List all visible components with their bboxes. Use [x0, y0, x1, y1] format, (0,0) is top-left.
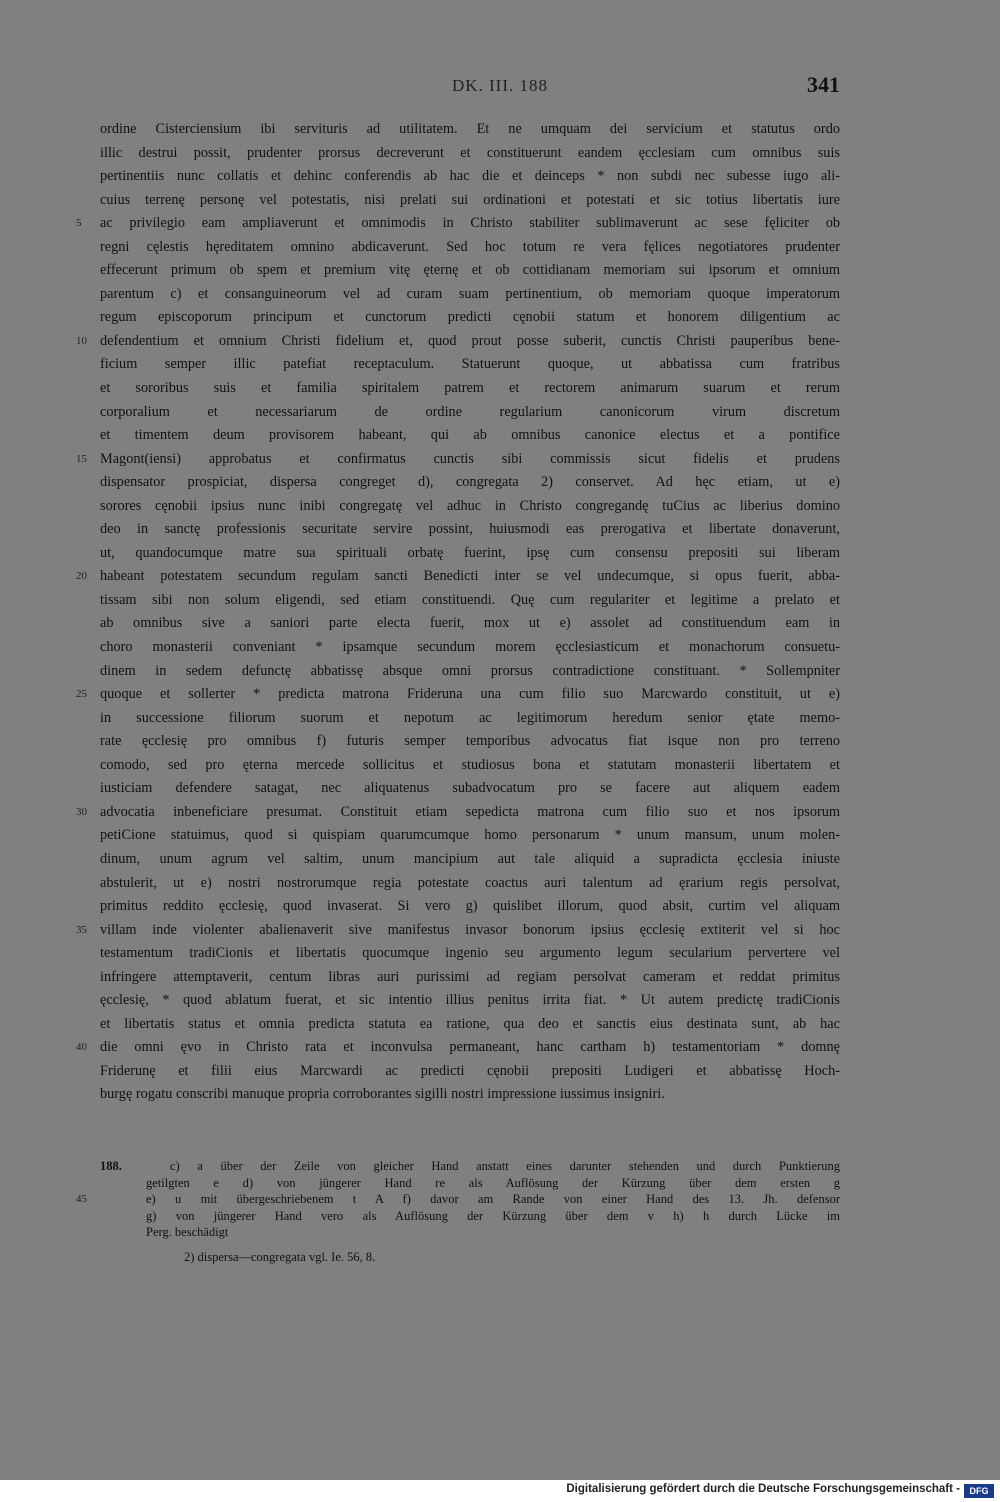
line-number: 10 [76, 334, 87, 347]
text-line: deo in sanctę professionis securitate servire possint, huiusmodi eas prerogativa et libertate donaverunt, [100, 521, 840, 538]
document-body [100, 118, 840, 1107]
line-number: 40 [76, 1041, 87, 1054]
text-line: quoque et sollerter * predicta matrona Frideruna una cum filio suo Marcwardo constituit, ut e) [100, 686, 840, 703]
text-line: ęcclesię, * quod ablatum fuerat, et sic intentio illius penitus irrita fiat. * Ut autem predictę tradiCionis [100, 992, 840, 1009]
text-line: parentum c) et consanguineorum vel ad curam suam pertinentium, ob memoriam quoque imperatorum [100, 285, 840, 302]
running-header: DK. III. 188 [451, 76, 549, 95]
funding-text: Digitalisierung gefördert durch die Deutsche Forschungsgemeinschaft - [566, 1483, 960, 1495]
footnote-text: c) a über der Zeile von gleicher Hand anstatt eines darunter stehenden und durch Punktierung [170, 1159, 840, 1173]
line-number: 5 [76, 217, 82, 230]
footnote-line [100, 1175, 840, 1192]
footnote-line-number: 45 [76, 1193, 87, 1205]
text-line: dinem in sedem defunctę abbatissę absque omni prorsus contradictione constituant. * Sollempniter [100, 662, 840, 679]
footnote-text: g) von jüngerer Hand vero als Auflösung der Kürzung über dem v h) h durch Lücke im [146, 1208, 840, 1223]
text-line: ficium semper illic patefiat receptaculum. Statuerunt quoque, ut abbatissa cum fratribus [100, 356, 840, 373]
text-line: et sororibus suis et familia spiritalem patrem et rectorem animarum suarum et rerum [100, 380, 840, 397]
text-line: tissam sibi non solum eligendi, sed etiam constituendi. Quę cum regulariter et legitime a prelato et [100, 591, 840, 608]
page-number: 341 [807, 72, 840, 97]
text-line: habeant potestatem secundum regulam sancti Benedicti inter se vel undecumque, si opus fuerit, abba- [100, 568, 840, 585]
text-line: abstulerit, ut e) nostri nostrorumque regia potestate coactus auri talentum ad ęrarium regis persolvat, [100, 874, 840, 891]
text-line: advocatia inbeneficiare presumat. Constituit etiam sepedicta matrona cum filio suo et nos ipsorum [100, 803, 840, 820]
text-line: comodo, sed pro ęterna mercede sollicitus et studiosus bona et statutam monasterii libertatem et [100, 756, 840, 773]
text-line: infringere attemptaverit, centum libras auri purissimi ad regiam persolvat cameram et reddat primitus [100, 968, 840, 985]
text-line: illic destrui possit, prudenter prorsus decreverunt et constituerunt eandem ęcclesiam cum omnibus suis [100, 144, 840, 161]
text-line: choro monasterii conveniant * ipsamque secundum morem ęcclesiasticum et monachorum consuetu- [100, 639, 840, 656]
text-line: iusticiam defendere satagat, nec aliquatenus subadvocatum pro se facere aut aliquem eadem [100, 780, 840, 797]
source-note: 2) dispersa—congregata vgl. Ie. 56, 8. [184, 1250, 376, 1264]
text-line: et timentem deum provisorem habeant, qui ab omnibus canonice electus et a pontifice [100, 427, 840, 444]
text-line: Magont(iensi) approbatus et confirmatus cunctis sibi commissis sicut fidelis et prudens [100, 450, 840, 467]
text-line: rate ęcclesię pro omnibus f) futuris semper temporibus advocatus fiat isque non pro terreno [100, 733, 840, 750]
line-number: 15 [76, 452, 87, 465]
text-line: in successione filiorum suorum et nepotum ac legitimorum heredum senior ętate memo- [100, 709, 840, 726]
footnote-line [100, 1224, 840, 1241]
text-line: ac privilegio eam ampliaverunt et omnimodis in Christo stabiliter sublimaverunt ac sese fęliciter ob [100, 215, 840, 232]
footnote-text: Perg. beschädigt [146, 1225, 229, 1239]
text-line: ordine Cisterciensium ibi servituris ad utilitatem. Et ne umquam dei servicium et statutus ordo [100, 121, 840, 137]
footnote-line [100, 1191, 840, 1208]
text-line: burgę rogatu conscribi manuque propria corroborantes sigilli nostri impressione iussimus insigniri. [100, 1086, 665, 1103]
line-number: 20 [76, 570, 87, 583]
text-line: testamentum tradiCionis et libertatis quocumque ingenio seu argumento legum secularium pervertere vel [100, 945, 840, 962]
funding-footer [0, 1480, 1000, 1502]
text-line: dispensator prospiciat, dispersa congreget d), congregata 2) conservet. Ad hęc etiam, ut e) [100, 474, 840, 491]
text-line: petiCione statuimus, quod si quispiam quarumcumque homo personarum * unum mansum, unum molen- [100, 827, 840, 844]
text-line: cuius terrenę personę vel potestatis, nisi prelati sui ordinationi et potestati et sic totius libertatis iure [100, 191, 840, 208]
footnote-line [100, 1158, 840, 1175]
text-line: die omni ęvo in Christo rata et inconvulsa permaneant, hanc cartham h) testamentoriam * domnę [100, 1039, 840, 1056]
text-line: primitus reddito ęcclesię, quod invaserat. Si vero g) quislibet illorum, quod absit, curtim vel aliquam [100, 898, 840, 915]
dfg-logo: DFG [964, 1484, 994, 1498]
line-number: 30 [76, 805, 87, 818]
line-number: 35 [76, 923, 87, 936]
text-line: ab omnibus sive a saniori parte electa fuerit, mox ut e) assolet ad constituendum eam in [100, 615, 840, 632]
text-line: regum episcoporum principum et cunctorum predicti cęnobii statum et honorem diligentium ac [100, 309, 840, 326]
text-line: pertinentiis nunc collatis et dehinc conferendis ab hac die et deinceps * non subdi nec subesse iugo ali- [100, 168, 840, 185]
footnotes-block [100, 1158, 840, 1241]
text-line: ut, quandocumque matre sua spirituali orbatę fuerint, ipsę cum consensu prepositi sui liberam [100, 544, 840, 561]
text-line: dinum, unum agrum vel saltim, unum mancipium aut tale aliquid a supradicta ęcclesia iniuste [100, 850, 840, 867]
text-line: et libertatis status et omnia predicta statuta ea ratione, qua deo et sanctis eius destinata sunt, ab hac [100, 1015, 840, 1032]
text-line: effecerunt primum ob spem et premium vitę ęternę et ob cottidianam memoriam sui ipsorum et omnium [100, 262, 840, 279]
line-number: 25 [76, 688, 87, 701]
text-line: sorores cęnobii ipsius nunc inibi congregatę vel adhuc in Christo congregandę tuCius ac liberius domino [100, 497, 840, 514]
footnote-text: getilgten e d) von jüngerer Hand re als Auflösung der Kürzung über dem ersten g [146, 1175, 840, 1190]
text-line: corporalium et necessariarum de ordine regularium canonicorum virum discretum [100, 403, 840, 420]
footnote-line [100, 1208, 840, 1225]
text-line: villam inde violenter abalienaverit sive manifestus invasor bonorum ipsius ęcclesię extiterit vel si hoc [100, 921, 840, 938]
footnote-document-number: 188. [100, 1159, 122, 1173]
text-line: Friderunę et filii eius Marcwardi ac predicti cęnobii prepositi Ludigeri et abbatissę Hoch- [100, 1062, 840, 1079]
text-line: defendentium et omnium Christi fidelium et, quod prout posse suberit, cunctis Christi pauperibus bene- [100, 332, 840, 349]
footnote-text: e) u mit übergeschriebenem t A f) davor am Rande von einer Hand des 13. Jh. defensor [146, 1192, 840, 1206]
text-line: regni cęlestis hęreditatem omnino abdicaverunt. Sed hoc totum re vera fęlices negotiatores prudenter [100, 238, 840, 255]
